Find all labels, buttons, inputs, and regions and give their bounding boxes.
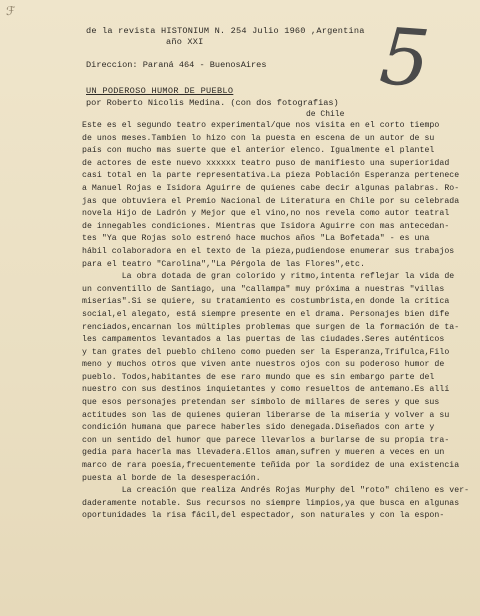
- body-line: puesta al borde de la desesperación.: [82, 473, 261, 483]
- body-line: jas que obtuviera el Premio Nacional de Literatura en Chile por su celebrada: [82, 196, 460, 206]
- body-line: social,el alegato, está siempre presente en el drama. Personajes bien dife: [82, 309, 450, 319]
- body-line: novela Hijo de Ladrón y Mejor que el vino,no nos revela como autor teatral: [82, 209, 450, 219]
- handwritten-insert: de Chile: [306, 110, 345, 119]
- body-line: marco de rara poesía,frecuentemente teñida por la sordidez de una existencia: [82, 461, 460, 471]
- body-line: La creación que realiza Andrés Rojas Murphy del "roto" chileno es ver-: [82, 486, 470, 496]
- byline: por Roberto Nicolis Medina. (con dos fotografias): [86, 98, 339, 108]
- body-line: gedia para hacerla mas llevadera.Ellos aman,sufren y mueren a veces en un: [82, 448, 445, 458]
- body-line: de unos meses.Tambien lo hizo con la puesta en escena de un autor de su: [82, 133, 435, 143]
- body-line: país con mucho mas suerte que el anterior elenco. Igualmente el plantel: [82, 146, 435, 156]
- body-line: con un sentido del humor que parece llevarlos a burlarse de su propia tra-: [82, 435, 450, 445]
- handwritten-page-number: 5: [376, 12, 433, 106]
- body-line: daderamente notable. Sus recursos no siempre limpios,ya que busca en algunas: [82, 498, 460, 508]
- body-line: pueblo. Todos,habitantes de ese raro mundo que es sin embargo parte del: [82, 372, 435, 382]
- source-header: [86, 26, 365, 48]
- body-line: para el teatro "Carolina","La Pérgola de las Flores",etc.: [82, 259, 365, 269]
- body-line: La obra dotada de gran colorido y ritmo,intenta reflejar la vida de: [82, 272, 455, 282]
- body-line: renciados,encarnan los múltiples problemas que surgen de la formación de ta-: [82, 322, 460, 332]
- body-line: hábil colaboradora en el texto de la pieza,pudiendose enumerar sus trabajos: [82, 246, 455, 256]
- issue-year: año XXI: [166, 37, 204, 47]
- body-line: meno y muchos otros que viven ante nuestros ojos con su poderoso humor de: [82, 360, 445, 370]
- body-line: condición humana que parece haberles sido denegada.Diseñados con arte y: [82, 423, 435, 433]
- body-line: Este es el segundo teatro experimental/que nos visita en el corto tiempo: [82, 121, 440, 130]
- address-line: Direccion: Paraná 464 - BuenosAires: [86, 60, 267, 70]
- body-line: casi total en la parte representativa.La pieza Población Esperanza pertenece: [82, 171, 460, 181]
- body-line: nuestro con sus destinos inquietantes y como resueltos de antemano.Es allí: [82, 385, 450, 395]
- body-line: de actores de este nuevo xxxxxx teatro puso de manifiesto una superioridad: [82, 158, 450, 168]
- article-body: [82, 120, 474, 523]
- body-line: que esos personajes pretendan ser símbolo de millares de seres y que sus: [82, 398, 440, 408]
- body-line: tes "Ya que Rojas solo estrenó hace muchos años "La Bofetada" - es una: [82, 234, 430, 244]
- article-title: UN PODEROSO HUMOR DE PUEBLO: [86, 86, 234, 96]
- body-line: les campamentos levantados a las puertas de las ciudades.Seres auténticos: [82, 335, 445, 345]
- body-line: de innegables condiciones. Mientras que Isidora Aguirre con mas antecedan-: [82, 221, 450, 231]
- body-line: miserias".Si se quiere, su tratamiento es costumbrista,en donde la crítica: [82, 297, 450, 307]
- body-line: oportunidades la risa fácil,del espectador, son naturales y con la espon-: [82, 511, 445, 521]
- body-line: a Manuel Rojas e Isidora Aguirre de quienes cabe decir algunas palabras. Ro-: [82, 183, 460, 193]
- body-line: un conventillo de Santiago, una "callampa" muy próxima a nuestras "villas: [82, 284, 445, 294]
- body-line: y tan grates del pueblo chileno como pueden ser la Esperanza,Trifulca,Filo: [82, 347, 450, 357]
- source-line: de la revista HISTONIUM N. 254 Julio 1960 ,Argentina: [86, 26, 365, 36]
- corner-mark: ℱ: [6, 5, 16, 19]
- body-line: actitudes son las de quienes quieran liberarse de la miseria y volver a su: [82, 410, 450, 420]
